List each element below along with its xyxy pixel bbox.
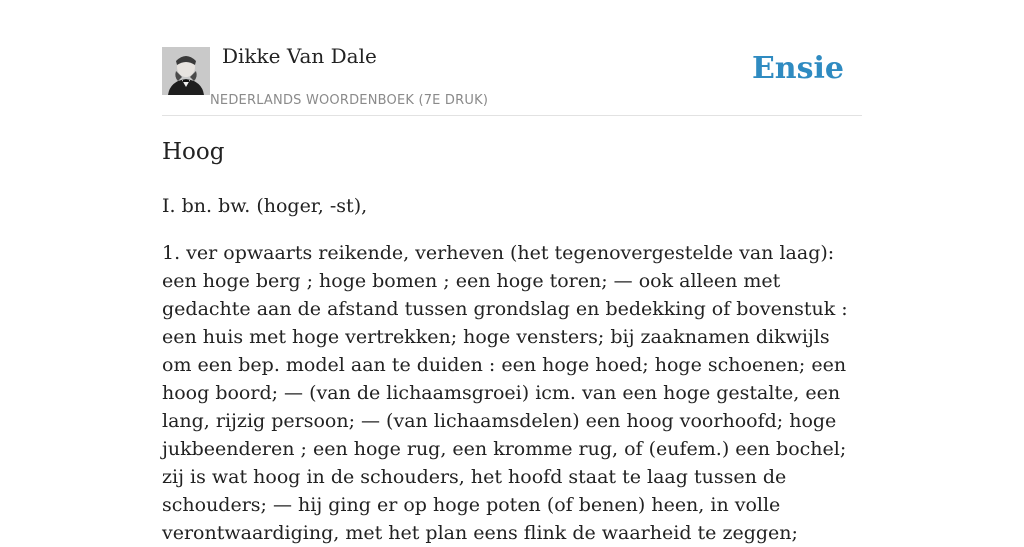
source-subtitle: NEDERLANDS WOORDENBOEK (7E DRUK) bbox=[210, 93, 489, 108]
avatar[interactable] bbox=[162, 47, 210, 95]
content-container bbox=[162, 0, 862, 544]
entry-definition: 1. ver opwaarts reikende, verheven (het tegenovergestelde van laag): een hoge berg ; hoge bomen ; een hoge toren; — ook alleen met gedachte aan de afstand tussen grondslag en bedekking of bovenstuk : een huis met hoge vertrekken; hoge vensters; bij zaaknamen dikwijls om een bep. model aan te duiden : een hoge hoed; hoge schoenen; een hoog boord; — (van de lichaamsgroei) icm. van een hoge gestalte, een lang, rijzig persoon; — (van lichaamsdelen) een hoog voorhoofd; hoge jukbeenderen ; een hoge rug, een kromme rug, of (eufem.) een bochel; zij is wat hoog in de schouders, het hoofd staat te laag tussen de schouders; — hij ging er op hoge poten (of benen) heen, in volle verontwaardiging, met het plan eens flink de waarheid te zeggen; bbox=[162, 242, 848, 544]
entry-title: Hoog bbox=[162, 139, 225, 165]
entry-grammar: I. bn. bw. (hoger, -st), bbox=[162, 195, 368, 217]
portrait-icon bbox=[162, 47, 210, 95]
author-name[interactable]: Dikke Van Dale bbox=[222, 44, 377, 68]
brand-logo[interactable]: Ensie bbox=[751, 51, 844, 86]
header bbox=[162, 0, 862, 116]
